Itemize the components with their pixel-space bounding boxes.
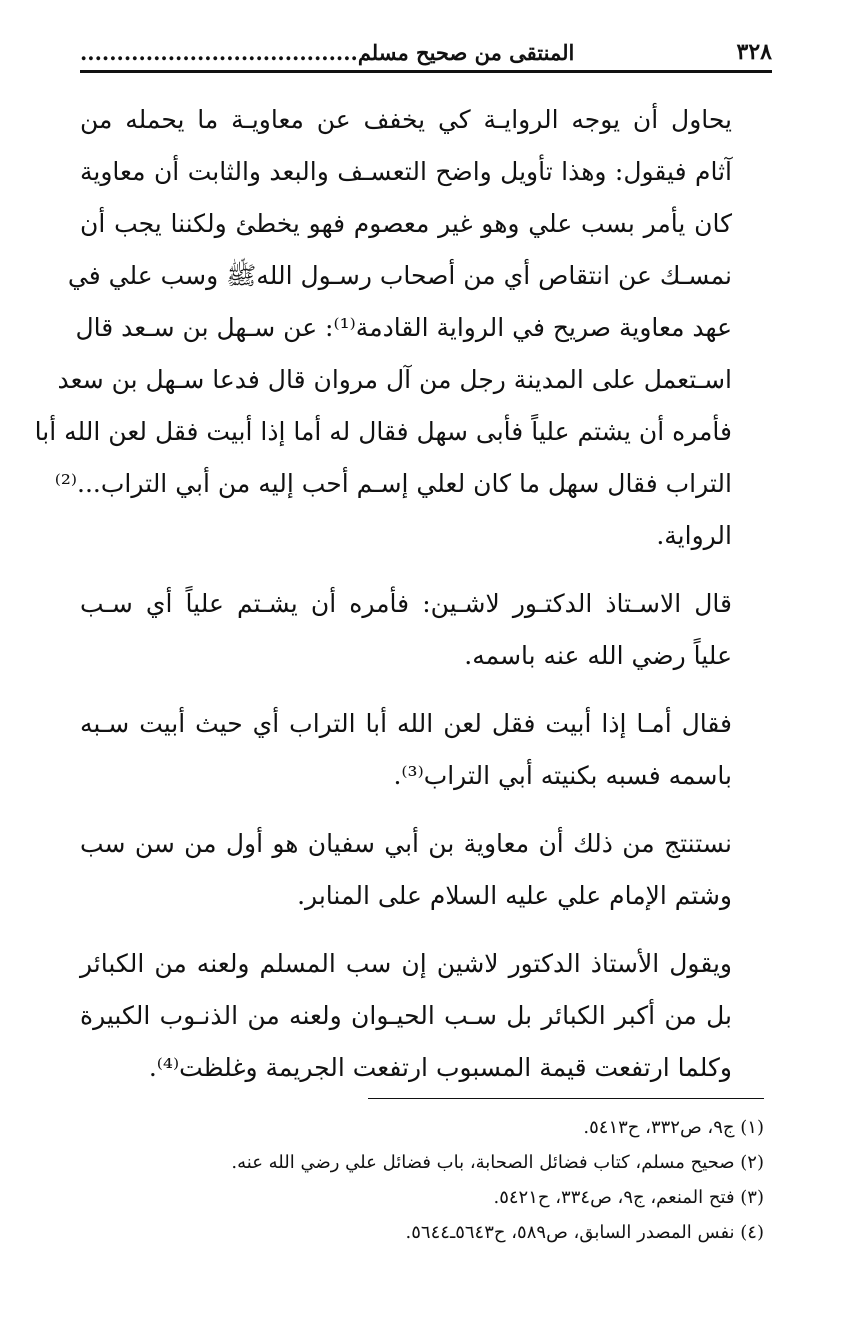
text-line: يحاول أن يوجه الروايـة كي يخفف عن معاويـة ما يحمله من	[80, 105, 732, 134]
footnote-4: (٤) نفس المصدر السابق، ص٥٨٩، ح٥٦٤٣ـ٥٦٤٤.	[405, 1222, 764, 1243]
page-number: ٣٢٨	[736, 39, 772, 65]
paragraph-3	[80, 698, 772, 802]
text-line: اسـتعمل على المدينة رجل من آل مروان قال فدعا سـهل بن سعد	[57, 365, 732, 394]
text-line: علياً رضي الله عنه باسمه.	[464, 641, 732, 670]
text-line: نستنتج من ذلك أن معاوية بن أبي سفيان هو أول من سن سب	[80, 829, 732, 858]
text-line: التراب فقال سهل ما كان لعلي إسـم أحب إليه من أبي التراب...⁽²⁾	[54, 469, 732, 498]
text-line: ويقول الأستاذ الدكتور لاشين إن سب المسلم ولعنه من الكبائر	[80, 949, 732, 978]
text-line: وشتم الإمام علي عليه السلام على المنابر.	[297, 881, 732, 910]
paragraph-5	[80, 938, 772, 1094]
paragraph-2	[80, 578, 772, 682]
text-line: فأمره أن يشتم علياً فأبى سهل فقال له أما إذا أبيت فقل لعن الله أبا	[34, 417, 732, 446]
text-line: باسمه فسبه بكنيته أبي التراب⁽³⁾.	[393, 761, 732, 790]
text-line: قال الاسـتاذ الدكتـور لاشـين: فأمره أن يشـتم علياً أي سـب	[80, 589, 732, 618]
body-text	[34, 94, 772, 1110]
text-line: بل من أكبر الكبائر بل سـب الحيـوان ولعنه من الذنـوب الكبيرة	[80, 1001, 732, 1030]
text-line: آثام فيقول: وهذا تأويل واضح التعسـف والبعد والثابت أن معاوية	[80, 157, 732, 186]
footnote-1: (١) ج٩، ص٣٣٢، ح٥٤١٣.	[583, 1117, 764, 1138]
text-line: كان يأمر بسب علي وهو غير معصوم فهو يخطئ ولكننا يجب أن	[80, 209, 732, 238]
text-line: الرواية.	[656, 521, 732, 550]
running-title: المنتقى من صحيح مسلم......................................	[80, 39, 575, 65]
text-line: فقال أمـا إذا أبيت فقل لعن الله أبا التراب أي حيث أبيت سـبه	[80, 709, 732, 738]
footnote-3: (٣) فتح المنعم، ج٩، ص٣٣٤، ح٥٤٢١.	[493, 1187, 764, 1208]
paragraph-4	[80, 818, 772, 922]
text-line: وكلما ارتفعت قيمة المسبوب ارتفعت الجريمة وغلظت⁽⁴⁾.	[148, 1053, 732, 1082]
paragraph-1	[34, 94, 772, 562]
text-line: عهد معاوية صريح في الرواية القادمة⁽¹⁾: عن سـهل بن سـعد قال	[75, 313, 732, 342]
header-rule	[80, 70, 772, 73]
footnote-2: (٢) صحيح مسلم، كتاب فضائل الصحابة، باب فضائل علي رضي الله عنه.	[231, 1152, 764, 1173]
text-line: نمسـك عن انتقاص أي من أصحاب رسـول اللهﷺ وسب علي في	[67, 261, 732, 290]
running-header	[80, 34, 772, 70]
footnote-separator	[368, 1098, 764, 1099]
footnotes	[80, 1110, 772, 1250]
